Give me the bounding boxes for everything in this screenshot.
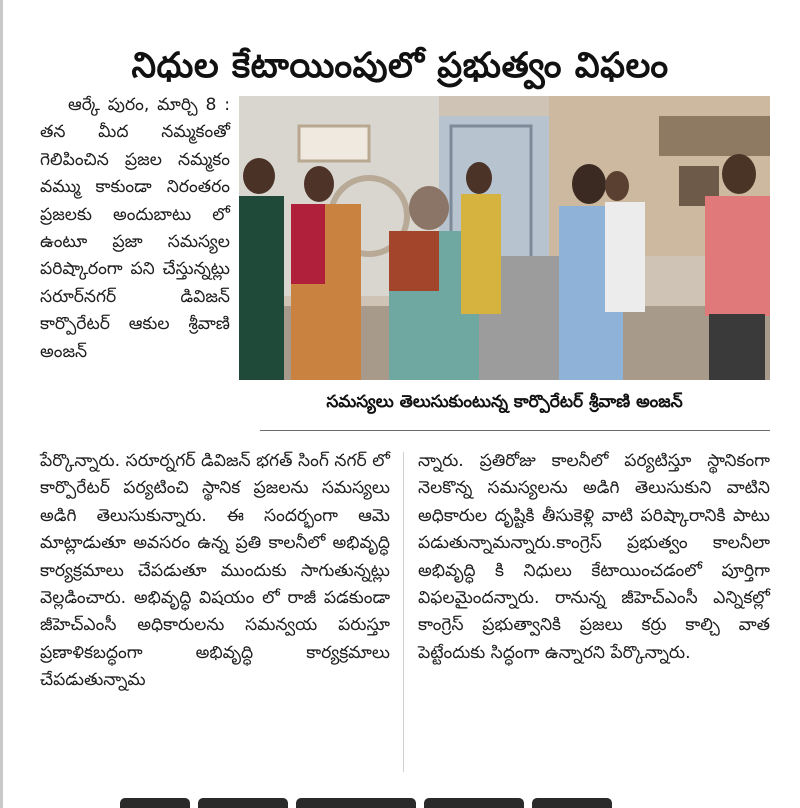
article-intro-paragraph: ఆర్కే పురం, మార్చి 8 : తన మీద నమ్మకంతో గెలిపించిన ప్రజల నమ్మకం వమ్ము కాకుండా నిరంతరం ప్రజలకు అందుబాటు లో ఉంటూ ప్రజా సమస్యల పరిష్కారంగా పని చేస్తున్నట్లు సరూర్‌నగర్ డివిజన్ కార్పొరేటర్ ఆకుల శ్రీవాణి అంజన్	[40, 95, 230, 362]
column-divider	[403, 452, 404, 772]
article-intro-column	[40, 92, 230, 366]
news-photo	[239, 96, 770, 380]
article-headline: నిధుల కేటాయింపులో ప్రభుత్వం విఫలం	[131, 46, 669, 87]
next-article-headline-cutoff	[120, 792, 720, 808]
page-edge-rule	[0, 0, 3, 808]
article-left-column	[40, 448, 390, 695]
article-left-paragraph: పేర్కొన్నారు. సరూర్నగర్ డివిజన్ భగత్ సింగ్ నగర్ లో కార్పొరేటర్ పర్యటించి స్థానిక ప్రజలను సమస్యలు అడిగి తెలుసుకున్నారు. ఈ సందర్భంగా ఆమె మాట్లాడుతూ అవసరం ఉన్న ప్రతి కాలనీలో అభివృద్ధి కార్యక్రమాలు చేపడుతూ ముందుకు సాగుతున్నట్లు వెల్లడించారు. అభివృద్ధి విషయం లో రాజీ పడకుండా జీహెచ్ఎంసీ అధికారులను సమన్వయ పరుస్తూ ప్రణాళికబద్ధంగా అభివృద్ధి కార్యక్రమాలు చేపడుతున్నామ	[40, 451, 390, 691]
caption-divider	[260, 430, 770, 431]
photo-caption: సమస్యలు తెలుసుకుంటున్న కార్పొరేటర్ శ్రీవాణి అంజన్	[326, 392, 683, 412]
article-right-column	[418, 448, 770, 667]
article-right-paragraph: న్నారు. ప్రతిరోజు కాలనీలో పర్యటిస్తూ స్థానికంగా నెలకొన్న సమస్యలను అడిగి తెలుసుకుని వాటిని అధికారుల దృష్టికి తీసుకెళ్లి వాటి పరిష్కారానికి పాటు పడుతున్నామన్నారు.కాంగ్రెస్ ప్రభుత్వం కాలనీలా అభివృద్ధి కి నిధులు కేటాయించడంలో పూర్తిగా విఫలమైందన్నారు. రానున్న జీహెచ్ఎంసీ ఎన్నికల్లో కాంగ్రెస్ ప్రభుత్వానికి ప్రజలు కర్రు కాల్చి వాత పెట్టేందుకు సిద్ధంగా ఉన్నారని పేర్కొన్నారు.	[418, 451, 770, 663]
